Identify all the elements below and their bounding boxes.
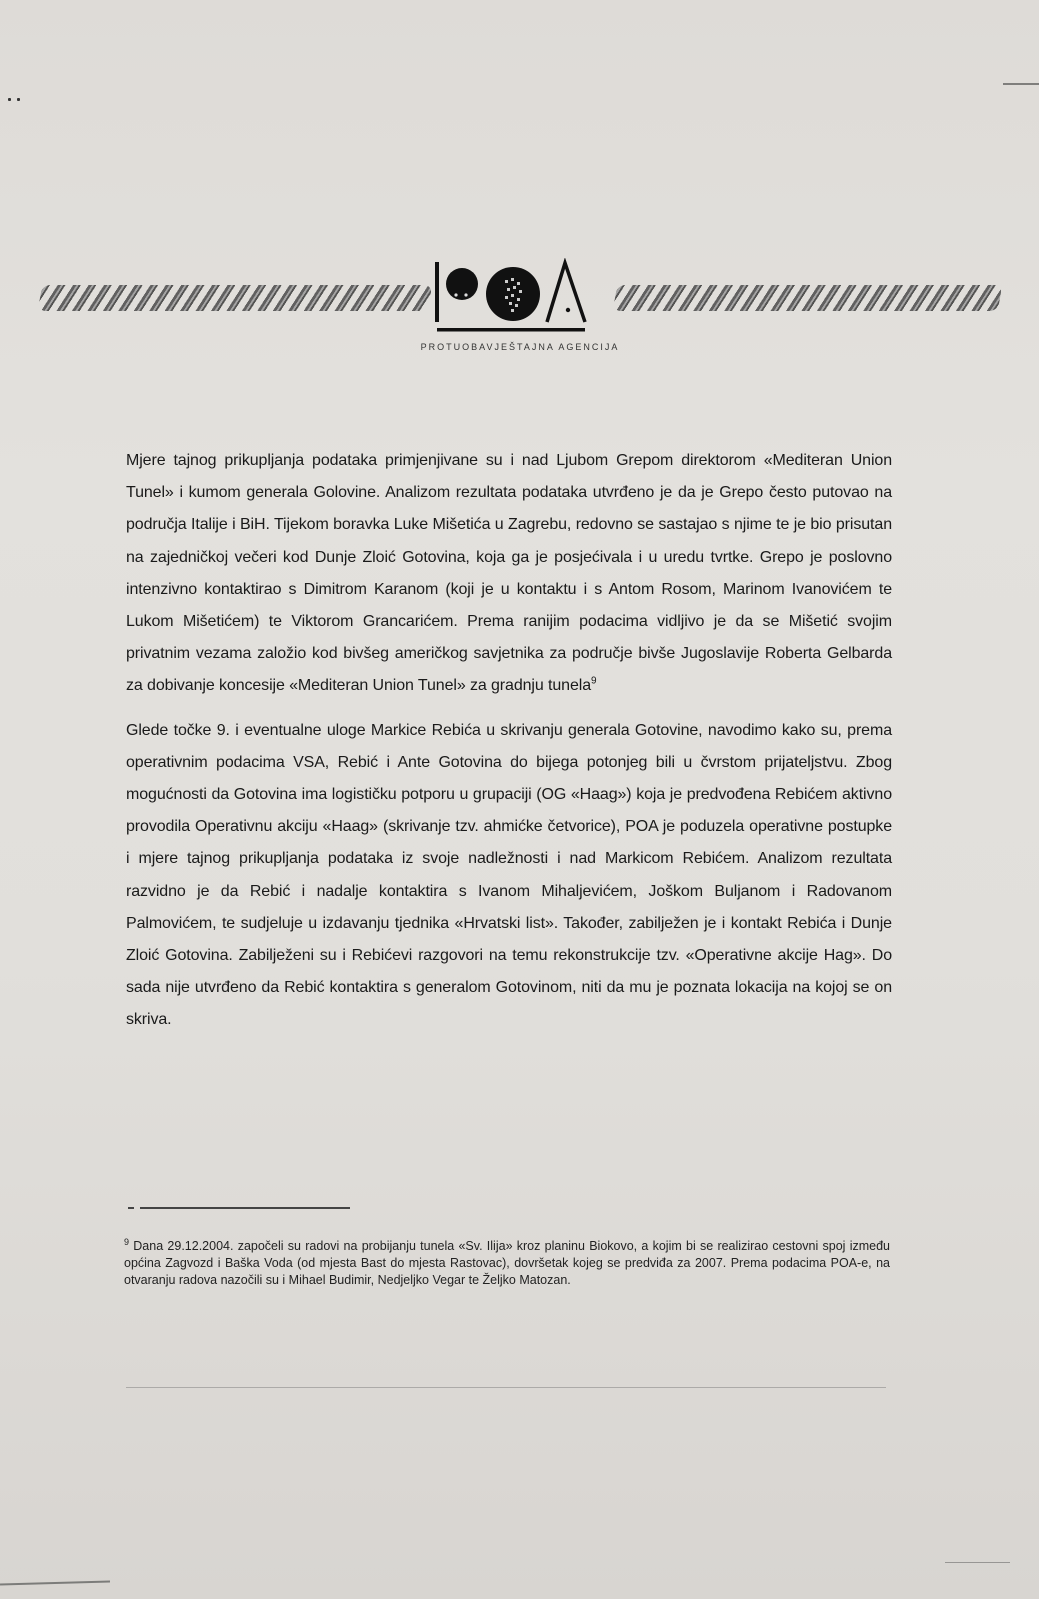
scan-artifact-line (0, 1581, 110, 1585)
scan-speck (8, 98, 11, 101)
paragraph-2 (126, 715, 892, 1037)
document-body (126, 445, 892, 1037)
footnote-text: Dana 29.12.2004. započeli su radovi na probijanju tunela «Sv. Ilija» kroz planinu Biokovo, a kojim bi se realizirao cestovni spoj između općina Zagvozd i Baška Voda (od mjesta Bast do mjesta Rastovac), dovršetak kojeg se predviđa za 2007. Prema podacima POA-e, na otvaranju radova nazočili su i Mihael Budimir, Nedjeljko Vegar te Željko Matozan. (124, 1239, 890, 1287)
rope-ornament-left (38, 285, 433, 311)
poa-logo (435, 258, 605, 336)
footnote-mark: 9 (124, 1236, 130, 1247)
footnote-reference: 9 (591, 676, 597, 688)
scan-artifact-line (126, 1387, 886, 1388)
footnote (124, 1238, 890, 1289)
agency-name: PROTUOBAVJEŠTAJNA AGENCIJA (420, 342, 620, 352)
scan-artifact-line (945, 1562, 1010, 1563)
poa-logo-icon (435, 258, 605, 336)
footnote-separator (140, 1207, 350, 1209)
paragraph-2-text: Glede točke 9. i eventualne uloge Markice Rebića u skrivanju generala Gotovine, navodimo kako su, prema operativnim podacima VSA, Rebić i Ante Gotovina do bijega potonjeg bili u čvrstom prijateljstvu. Zbog mogućnosti da Gotovina ima logističku potporu u grupaciji (OG «Haag») koja je predvođena Rebićem aktivno provodila Operativnu akciju «Haag» (skrivanje tzv. ahmićke četvorice), POA je poduzela operativne postupke i mjere tajnog prikupljanja podataka iz svoje nadležnosti i nad Markicom Rebićem. Analizom rezultata razvidno je da Rebić i nadalje kontaktira s Ivanom Mihaljevićem, Joškom Buljanom i Radovanom Palmovićem, te sudjeluje u izdavanju tjednika «Hrvatski list». Također, zabilježen je i kontakt Rebića i Dunje Zloić Gotovina. Zabilježeni su i Rebićevi razgovori na temu rekonstrukcije tzv. «Operativne akcije Hag». Do sada nije utvrđeno da Rebić kontaktira s generalom Gotovinom, niti da mu je poznata lokacija na kojoj se on skriva. (126, 721, 892, 1029)
footnote-separator-dash (128, 1207, 134, 1209)
document-header (30, 258, 1010, 358)
paragraph-1 (126, 445, 892, 703)
scan-speck (17, 98, 20, 101)
paragraph-1-text: Mjere tajnog prikupljanja podataka primjenjivane su i nad Ljubom Grepom direktorom «Mediteran Union Tunel» i kumom generala Golovine. Analizom rezultata podataka utvrđeno je da je Grepo često putovao na područja Italije i BiH. Tijekom boravka Luke Mišetića u Zagrebu, redovno se sastajao s njime te je bio prisutan na zajedničkoj večeri kod Dunje Zloić Gotovina, koja ga je posjećivala i u uredu tvrtke. Grepo je poslovno intenzivno kontaktirao s Dimitrom Karanom (koji je u kontaktu i s Antom Rosom, Marinom Ivanovićem te Lukom Mišetićem) te Viktorom Grancarićem. Prema ranijim podacima vidljivo je da se Mišetić svojim privatnim vezama založio kod bivšeg američkog savjetnika za područje bivše Jugoslavije Roberta Gelbarda za dobivanje koncesije «Mediteran Union Tunel» za gradnju tunela (126, 452, 892, 695)
scan-artifact-line (1003, 83, 1039, 85)
rope-ornament-right (613, 285, 1003, 311)
